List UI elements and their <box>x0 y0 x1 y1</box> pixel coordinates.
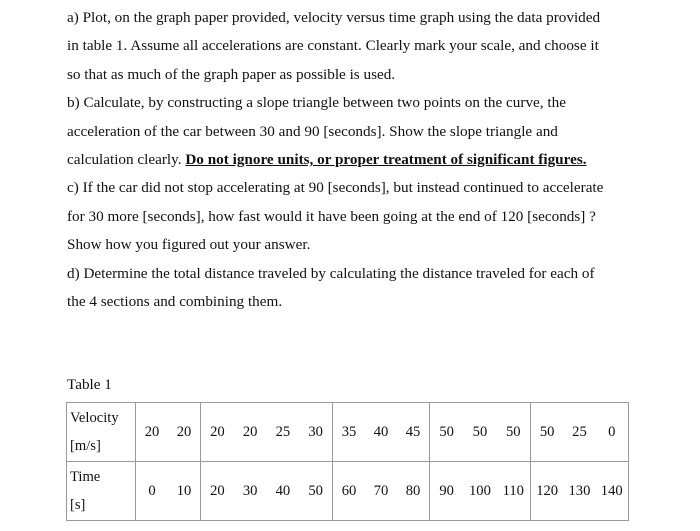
table-value: 20 <box>242 423 258 440</box>
significant-figures-warning: Do not ignore units, or proper treatment of significant figures. <box>185 151 587 169</box>
table-value: 25 <box>572 423 587 440</box>
table-value: 45 <box>405 423 421 440</box>
table-caption: Table 1 <box>67 376 112 393</box>
table-value: 20 <box>144 423 160 440</box>
question-b-plain: calculation clearly. <box>67 151 186 169</box>
table-value: 50 <box>505 423 521 440</box>
table-value: 140 <box>600 482 623 499</box>
question-c-line-1: c) If the car did not stop accelerating at 90 [seconds], but instead continued to accelerate <box>67 179 604 197</box>
question-a-line-1: a) Plot, on the graph paper provided, velocity versus time graph using the data provided <box>67 9 601 26</box>
table-value: 40 <box>275 482 291 499</box>
table-value: 0 <box>608 423 616 440</box>
question-d-line-2: the 4 sections and combining them. <box>67 293 283 311</box>
velocity-group-2 <box>201 403 333 462</box>
question-c-line-3: Show how you figured out your answer. <box>67 236 311 254</box>
table-value: 30 <box>308 423 323 440</box>
questions-block <box>67 4 687 316</box>
question-c-line-2: for 30 more [seconds], how fast would it have been going at the end of 120 [seconds] ? <box>67 207 596 225</box>
table-value: 120 <box>536 482 559 499</box>
table-value: 0 <box>148 482 156 499</box>
time-group-1 <box>136 462 201 521</box>
table-value: 80 <box>405 482 421 499</box>
data-table <box>66 402 629 521</box>
question-d-line-1: d) Determine the total distance traveled by calculating the distance traveled for each of <box>67 264 595 282</box>
table-value: 50 <box>308 482 323 499</box>
velocity-group-4 <box>430 403 531 462</box>
time-group-3 <box>333 462 430 521</box>
table-value: 40 <box>373 423 389 440</box>
velocity-header <box>67 403 136 462</box>
time-group-4 <box>430 462 531 521</box>
table-value: 10 <box>176 482 192 499</box>
velocity-row <box>67 403 629 462</box>
question-b-line-1: b) Calculate, by constructing a slope triangle between two points on the curve, the <box>67 94 566 112</box>
table-value: 20 <box>210 423 225 440</box>
table-value: 90 <box>439 482 454 499</box>
time-group-5 <box>531 462 629 521</box>
question-a-line-3: so that as much of the graph paper as possible is used. <box>67 65 396 83</box>
table-value: 50 <box>439 423 454 440</box>
question-b-line-2: acceleration of the car between 30 and 90 [seconds]. Show the slope triangle and <box>67 122 558 140</box>
velocity-unit: [m/s] <box>70 438 101 454</box>
table-value: 30 <box>242 482 258 499</box>
table-value: 50 <box>539 423 555 440</box>
table-value: 25 <box>275 423 291 440</box>
table-value: 35 <box>341 423 357 440</box>
table-value: 130 <box>568 482 591 499</box>
time-label: Time <box>70 469 101 485</box>
time-group-2 <box>201 462 333 521</box>
table-value: 50 <box>472 423 488 440</box>
table-value: 20 <box>176 423 192 440</box>
time-row <box>67 462 629 521</box>
table-value: 100 <box>469 482 491 499</box>
velocity-group-1 <box>136 403 201 462</box>
time-header <box>67 462 136 521</box>
time-unit: [s] <box>70 497 86 513</box>
question-a-line-2: in table 1. Assume all accelerations are constant. Clearly mark your scale, and choose it <box>67 37 599 55</box>
velocity-group-3 <box>333 403 430 462</box>
velocity-group-5 <box>531 403 629 462</box>
table-value: 20 <box>210 482 225 499</box>
velocity-label: Velocity <box>70 410 119 426</box>
table-value: 60 <box>341 482 357 499</box>
question-b-line-3 <box>67 146 687 174</box>
table-value: 110 <box>502 482 524 499</box>
table-value: 70 <box>373 482 389 499</box>
